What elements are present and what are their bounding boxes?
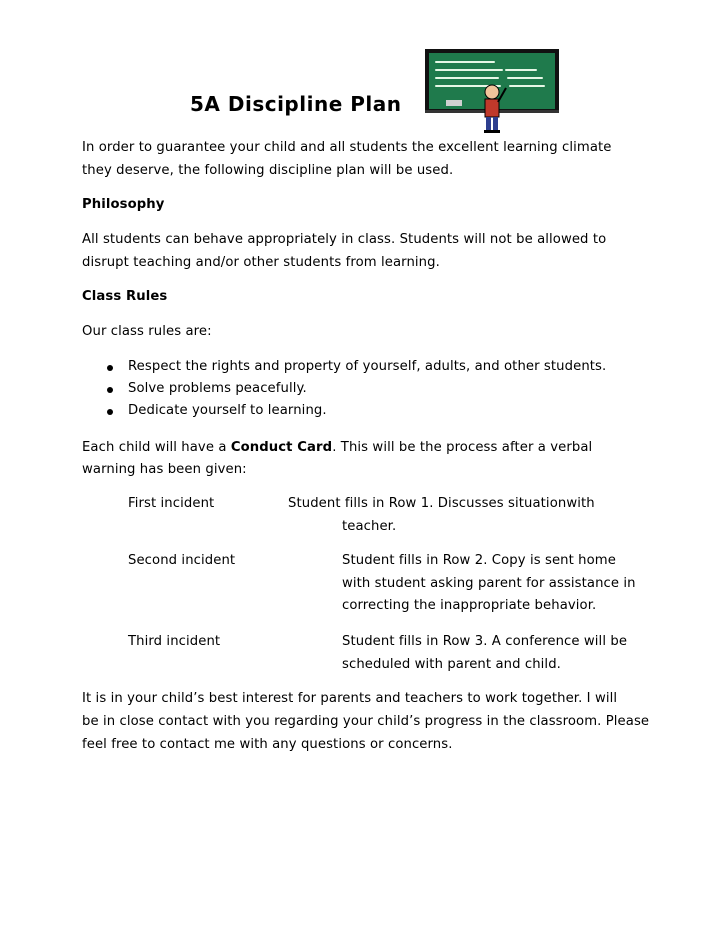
conduct-line-1 bbox=[82, 440, 592, 455]
incident-desc-line: Student fills in Row 2. Copy is sent home bbox=[342, 553, 616, 568]
list-item: Respect the rights and property of yourself, adults, and other students. bbox=[128, 359, 607, 374]
bullet-icon bbox=[107, 387, 113, 393]
incident-desc-line: correcting the inappropriate behavior. bbox=[342, 598, 597, 613]
intro-line-1: In order to guarantee your child and all students the excellent learning climate bbox=[82, 140, 612, 155]
conduct-card-term: Conduct Card bbox=[230, 440, 333, 455]
closing-line-1: It is in your child’s best interest for parents and teachers to work together. I will bbox=[82, 691, 618, 706]
closing-line-3: feel free to contact me with any questions or concerns. bbox=[82, 737, 453, 752]
list-item: Solve problems peacefully. bbox=[128, 381, 307, 396]
conduct-line-2: warning has been given: bbox=[82, 462, 247, 477]
intro-line-2: they deserve, the following discipline plan will be used. bbox=[82, 163, 454, 178]
incident-desc-line: scheduled with parent and child. bbox=[342, 657, 561, 672]
incident-desc-line: with student asking parent for assistance in bbox=[342, 576, 636, 591]
conduct-pre-text: Each child will have a bbox=[82, 440, 231, 455]
closing-line-2: be in close contact with you regarding your child’s progress in the classroom. Please bbox=[82, 714, 650, 729]
bullet-icon bbox=[107, 409, 113, 415]
incident-desc-line: Student fills in Row 3. A conference will be bbox=[342, 634, 628, 649]
philosophy-line-1: All students can behave appropriately in class. Students will not be allowed to bbox=[82, 232, 607, 247]
conduct-post-text: . This will be the process after a verbal bbox=[332, 440, 593, 455]
incident-label: Second incident bbox=[128, 553, 236, 568]
class-rules-heading: Class Rules bbox=[82, 289, 168, 304]
bullet-icon bbox=[107, 365, 113, 371]
list-item: Dedicate yourself to learning. bbox=[128, 403, 327, 418]
philosophy-heading: Philosophy bbox=[82, 197, 165, 212]
incident-label: First incident bbox=[128, 496, 215, 511]
incident-desc-line: Student fills in Row 1. Discusses situationwith bbox=[288, 496, 595, 511]
page-title: 5A Discipline Plan bbox=[190, 92, 402, 116]
incident-label: Third incident bbox=[128, 634, 221, 649]
incident-desc-line: teacher. bbox=[342, 519, 397, 534]
class-rules-lead: Our class rules are: bbox=[82, 324, 212, 339]
chalkboard-teacher-icon bbox=[424, 48, 560, 134]
philosophy-line-2: disrupt teaching and/or other students from learning. bbox=[82, 255, 440, 270]
